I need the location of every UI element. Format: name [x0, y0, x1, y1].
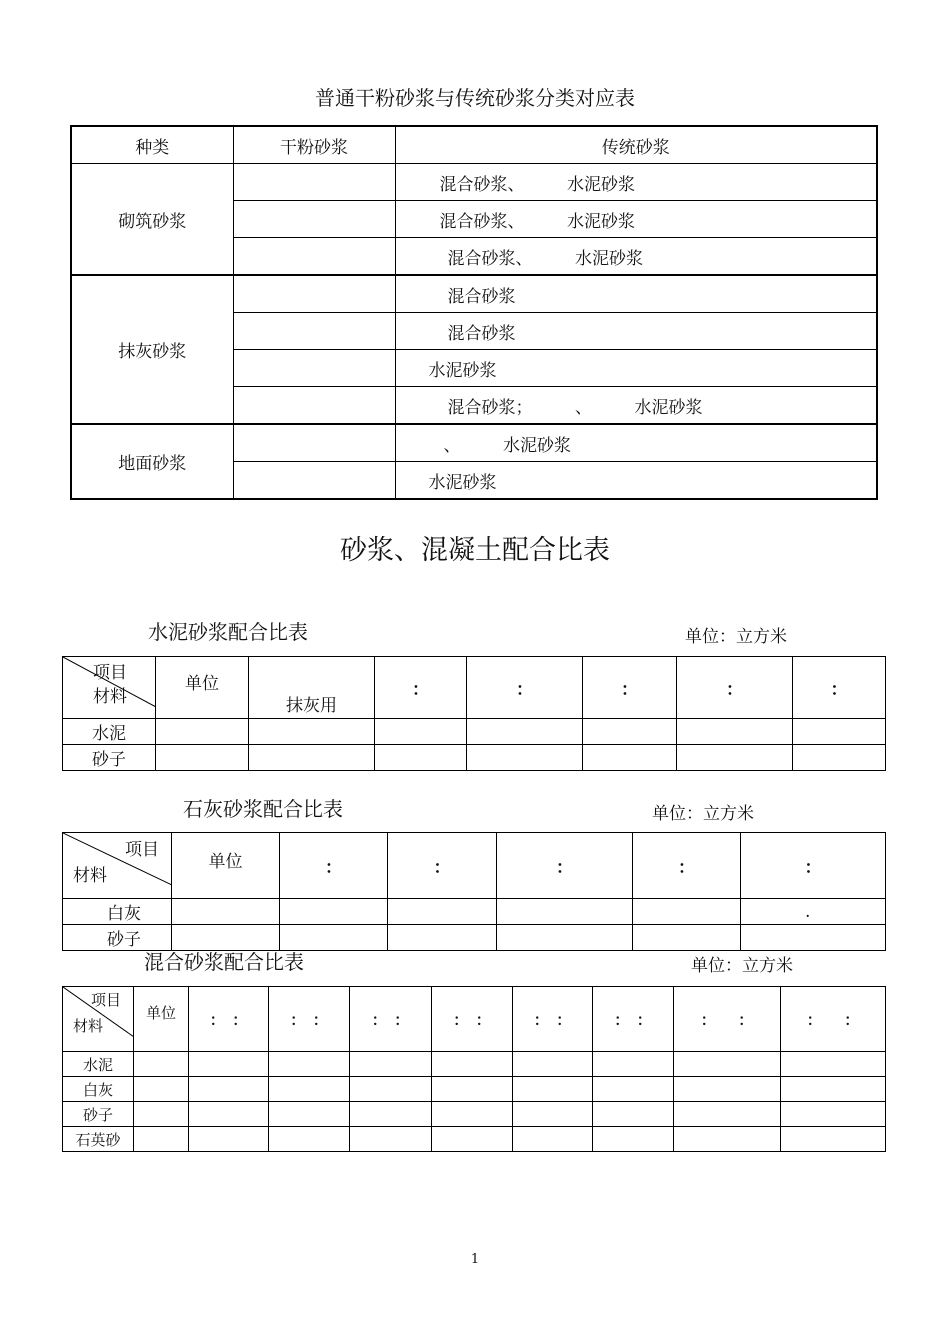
cell: [432, 1102, 513, 1127]
cell: [513, 1127, 593, 1152]
traditional-cell: 水泥砂浆: [395, 350, 877, 387]
material-label: 石英砂: [63, 1127, 134, 1152]
cell: [513, 1077, 593, 1102]
cell: [513, 1052, 593, 1077]
classification-table-title: 普通干粉砂浆与传统砂浆分类对应表: [315, 86, 635, 110]
cell: [674, 1127, 781, 1152]
cell: [269, 1127, 350, 1152]
cell: [134, 1102, 189, 1127]
cell: [513, 1102, 593, 1127]
cell: [677, 745, 793, 771]
corner-material-label: 材料: [73, 866, 107, 886]
traditional-cell: 混合砂浆: [395, 275, 877, 313]
cell: [674, 1102, 781, 1127]
cement-table-title: 水泥砂浆配合比表: [148, 620, 308, 644]
column-header: ：: [375, 657, 467, 719]
column-header: 抹灰用: [249, 657, 375, 719]
mix-ratio-title: 砂浆、混凝土配合比表: [340, 535, 610, 566]
mixed-mix-table: [62, 986, 886, 1152]
category-cell: 抹灰砂浆: [71, 275, 233, 424]
cell: [593, 1127, 674, 1152]
cell: [189, 1127, 269, 1152]
column-header: ： ：: [350, 987, 432, 1052]
lime-table-title: 石灰砂浆配合比表: [183, 797, 343, 821]
column-header: ：: [741, 833, 886, 899]
cell: [375, 719, 467, 745]
header-traditional-mortar: 传统砂浆: [395, 126, 877, 164]
dry-cell: [233, 275, 395, 313]
table-row: [71, 164, 877, 201]
traditional-cell: 水泥砂浆: [395, 462, 877, 500]
cell: [497, 925, 633, 951]
column-header: ： ：: [593, 987, 674, 1052]
column-header: ： ：: [674, 987, 781, 1052]
cell: [793, 745, 886, 771]
cell: [189, 1052, 269, 1077]
column-header: ：: [388, 833, 497, 899]
table-row: [63, 1127, 886, 1152]
unit-column-header: 单位: [156, 657, 249, 719]
cell: [583, 719, 677, 745]
traditional-cell: 混合砂浆； 、 水泥砂浆: [395, 387, 877, 425]
cell: [249, 719, 375, 745]
diagonal-header-cell: [63, 833, 172, 899]
material-label: 水泥: [63, 1052, 134, 1077]
mixed-unit-label: 单位：立方米: [691, 956, 793, 976]
cell: .: [741, 899, 886, 925]
column-header: ： ：: [513, 987, 593, 1052]
mixed-table-title: 混合砂浆配合比表: [144, 950, 304, 974]
diagonal-header-cell: [63, 987, 134, 1052]
material-label: 白灰: [63, 1077, 134, 1102]
category-cell: 地面砂浆: [71, 424, 233, 499]
cell: [593, 1077, 674, 1102]
table-row: [63, 719, 886, 745]
dry-cell: [233, 164, 395, 201]
dry-cell: [233, 350, 395, 387]
cell: [432, 1052, 513, 1077]
cell: [677, 719, 793, 745]
cell: [350, 1052, 432, 1077]
material-label: 砂子: [63, 1102, 134, 1127]
cell: [189, 1077, 269, 1102]
traditional-cell: 混合砂浆、 水泥砂浆: [395, 238, 877, 276]
column-header: ：: [497, 833, 633, 899]
cell: [350, 1102, 432, 1127]
dry-cell: [233, 238, 395, 276]
cell: [432, 1127, 513, 1152]
column-header: ：: [677, 657, 793, 719]
column-header: ： ：: [781, 987, 886, 1052]
material-label: 白灰: [63, 899, 172, 925]
traditional-cell: 混合砂浆、 水泥砂浆: [395, 164, 877, 201]
cell: [350, 1077, 432, 1102]
table-row: [63, 1102, 886, 1127]
cell: [280, 899, 388, 925]
corner-item-label: 项目: [93, 663, 127, 683]
cell: [583, 745, 677, 771]
cell: [189, 1102, 269, 1127]
cell: [172, 899, 280, 925]
corner-material-label: 材料: [73, 1017, 104, 1035]
cell: [156, 719, 249, 745]
cell: [593, 1102, 674, 1127]
table-row: [71, 424, 877, 462]
table-header-row: [63, 987, 886, 1052]
dry-cell: [233, 424, 395, 462]
cell: [388, 899, 497, 925]
column-header: ： ：: [432, 987, 513, 1052]
cell: [781, 1127, 886, 1152]
material-label: 砂子: [63, 925, 172, 951]
cell: [134, 1052, 189, 1077]
cell: [269, 1102, 350, 1127]
corner-item-label: 项目: [91, 991, 122, 1009]
cell: [350, 1127, 432, 1152]
cell: [269, 1077, 350, 1102]
page-number: 1: [470, 1252, 480, 1267]
cell: [593, 1052, 674, 1077]
corner-material-label: 材料: [93, 687, 127, 707]
cell: [741, 925, 886, 951]
cell: [388, 925, 497, 951]
traditional-cell: 、 水泥砂浆: [395, 424, 877, 462]
table-header-row: [63, 657, 886, 719]
table-header-row: [63, 833, 886, 899]
unit-column-header: 单位: [172, 833, 280, 899]
table-row: [63, 1052, 886, 1077]
dry-cell: [233, 201, 395, 238]
header-dry-mortar: 干粉砂浆: [233, 126, 395, 164]
table-header-row: [71, 126, 877, 164]
lime-unit-label: 单位：立方米: [652, 804, 754, 824]
cell: [674, 1077, 781, 1102]
material-label: 砂子: [63, 745, 156, 771]
cell: [497, 899, 633, 925]
column-header: ：: [467, 657, 583, 719]
cell: [633, 899, 741, 925]
cell: [134, 1077, 189, 1102]
cell: [156, 745, 249, 771]
lime-mix-table: [62, 832, 886, 951]
cell: [793, 719, 886, 745]
table-row: [63, 899, 886, 925]
cell: [467, 745, 583, 771]
column-header: ： ：: [189, 987, 269, 1052]
header-category: 种类: [71, 126, 233, 164]
traditional-cell: 混合砂浆、 水泥砂浆: [395, 201, 877, 238]
table-row: [71, 275, 877, 313]
table-row: [63, 1077, 886, 1102]
cell: [375, 745, 467, 771]
material-label: 水泥: [63, 719, 156, 745]
traditional-cell: 混合砂浆: [395, 313, 877, 350]
category-cell: 砌筑砂浆: [71, 164, 233, 276]
diagonal-header-cell: [63, 657, 156, 719]
column-header: ：: [633, 833, 741, 899]
column-header: ： ：: [269, 987, 350, 1052]
cell: [432, 1077, 513, 1102]
cell: [134, 1127, 189, 1152]
cement-unit-label: 单位：立方米: [685, 627, 787, 647]
cell: [781, 1052, 886, 1077]
column-header: ：: [280, 833, 388, 899]
cell: [674, 1052, 781, 1077]
cell: [467, 719, 583, 745]
cement-mix-table: [62, 656, 886, 771]
cell: [781, 1077, 886, 1102]
column-header: ：: [793, 657, 886, 719]
classification-table: [70, 125, 878, 500]
corner-item-label: 项目: [125, 840, 159, 860]
cell: [249, 745, 375, 771]
dry-cell: [233, 313, 395, 350]
cell: [269, 1052, 350, 1077]
unit-column-header: 单位: [134, 987, 189, 1052]
dry-cell: [233, 462, 395, 500]
table-row: [63, 745, 886, 771]
cell: [781, 1102, 886, 1127]
dry-cell: [233, 387, 395, 425]
column-header: ：: [583, 657, 677, 719]
cell: [633, 925, 741, 951]
